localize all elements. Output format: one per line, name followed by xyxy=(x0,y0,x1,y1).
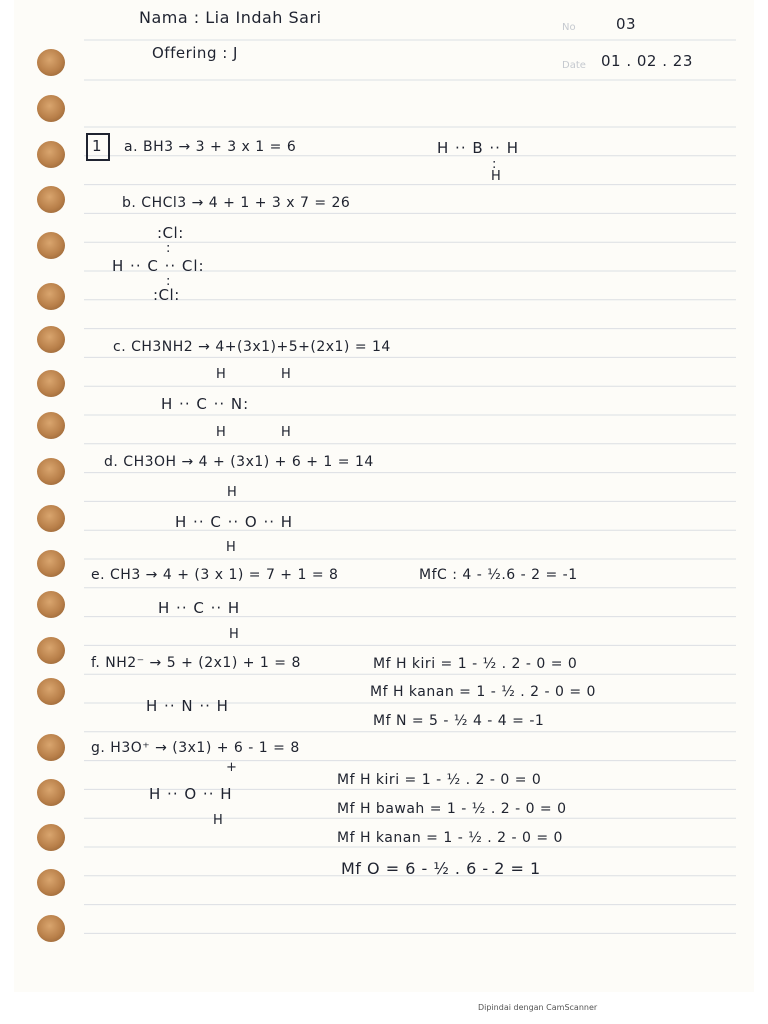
item-b-lewis-top: :Cl: xyxy=(157,224,184,242)
question-number: 1 xyxy=(92,137,103,155)
lewis-vertical-bond: : xyxy=(166,274,171,289)
item-f-lewis-row: H ·· N ·· H xyxy=(146,697,229,715)
item-a-lewis-row: H ·· B ·· H xyxy=(437,139,519,157)
item-f-mf-h-kiri: Mf H kiri = 1 - ½ . 2 - 0 = 0 xyxy=(373,656,578,672)
binder-hole xyxy=(37,141,65,168)
item-d-equation: d. CH3OH → 4 + (3x1) + 6 + 1 = 14 xyxy=(104,454,374,470)
offering: Offering : J xyxy=(152,44,238,62)
item-c-lewis-bottom-c: H xyxy=(216,425,227,440)
binder-hole xyxy=(37,370,65,397)
binder-hole xyxy=(37,412,65,439)
item-e-equation: e. CH3 → 4 + (3 x 1) = 7 + 1 = 8 xyxy=(91,567,339,583)
item-g-mf-h-kanan: Mf H kanan = 1 - ½ . 2 - 0 = 0 xyxy=(337,830,563,846)
item-g-lewis-bottom: H xyxy=(213,813,224,828)
question-number-box xyxy=(86,133,110,161)
student-name: Nama : Lia Indah Sari xyxy=(139,8,322,27)
binder-hole xyxy=(37,550,65,577)
item-g-lewis-row: H ·· O ·· H xyxy=(149,785,233,803)
item-a-lewis-bottom: H xyxy=(491,169,502,184)
item-g-equation: g. H3O⁺ → (3x1) + 6 - 1 = 8 xyxy=(91,740,300,756)
binder-hole xyxy=(37,95,65,122)
item-c-lewis-bottom-n: H xyxy=(281,425,292,440)
item-f-mf-h-kanan: Mf H kanan = 1 - ½ . 2 - 0 = 0 xyxy=(370,684,596,700)
item-b-lewis-row: H ·· C ·· Cl: xyxy=(112,257,205,275)
no-value: 03 xyxy=(616,15,637,33)
binder-hole xyxy=(37,734,65,761)
item-d-lewis-row: H ·· C ·· O ·· H xyxy=(175,513,294,531)
item-c-lewis-top-c: H xyxy=(216,367,227,382)
binder-hole xyxy=(37,824,65,851)
lewis-vertical-bond: : xyxy=(492,157,497,172)
binder-hole xyxy=(37,591,65,618)
binder-hole xyxy=(37,505,65,532)
no-label: No xyxy=(562,22,576,33)
item-g-mf-h-kiri: Mf H kiri = 1 - ½ . 2 - 0 = 0 xyxy=(337,772,542,788)
binder-hole xyxy=(37,283,65,310)
item-c-equation: c. CH3NH2 → 4+(3x1)+5+(2x1) = 14 xyxy=(113,339,391,355)
binder-hole xyxy=(37,915,65,942)
item-b-equation: b. CHCl3 → 4 + 1 + 3 x 7 = 26 xyxy=(122,195,351,211)
binder-hole xyxy=(37,637,65,664)
item-d-lewis-top: H xyxy=(227,485,238,500)
item-f-equation: f. NH2⁻ → 5 + (2x1) + 1 = 8 xyxy=(91,655,301,671)
binder-hole xyxy=(37,232,65,259)
binder-hole xyxy=(37,869,65,896)
item-g-lewis-charge: + xyxy=(226,760,238,775)
item-a-equation: a. BH3 → 3 + 3 x 1 = 6 xyxy=(124,139,297,155)
binder-hole xyxy=(37,458,65,485)
binder-hole xyxy=(37,186,65,213)
item-g-mf-h-bawah: Mf H bawah = 1 - ½ . 2 - 0 = 0 xyxy=(337,801,567,817)
binder-hole xyxy=(37,326,65,353)
item-c-lewis-top-n: H xyxy=(281,367,292,382)
item-c-lewis-row: H ·· C ·· N: xyxy=(161,395,250,413)
lewis-vertical-bond: : xyxy=(166,241,171,256)
binder-hole xyxy=(37,49,65,76)
item-d-lewis-bottom: H xyxy=(226,540,237,555)
item-e-formal-charge: MfC : 4 - ½.6 - 2 = -1 xyxy=(419,567,578,583)
item-f-mf-n: Mf N = 5 - ½ 4 - 4 = -1 xyxy=(373,713,545,729)
item-g-mf-o: Mf O = 6 - ½ . 6 - 2 = 1 xyxy=(341,859,541,878)
date-label: Date xyxy=(562,60,586,71)
binder-hole xyxy=(37,678,65,705)
item-e-lewis-bottom: H xyxy=(229,627,240,642)
item-e-lewis-row: H ·· C ·· H xyxy=(158,599,241,617)
binder-hole xyxy=(37,779,65,806)
scanner-footer: Dipindai dengan CamScanner xyxy=(478,1003,598,1012)
item-b-lewis-bottom: :Cl: xyxy=(153,286,180,304)
date-value: 01 . 02 . 23 xyxy=(601,52,693,70)
